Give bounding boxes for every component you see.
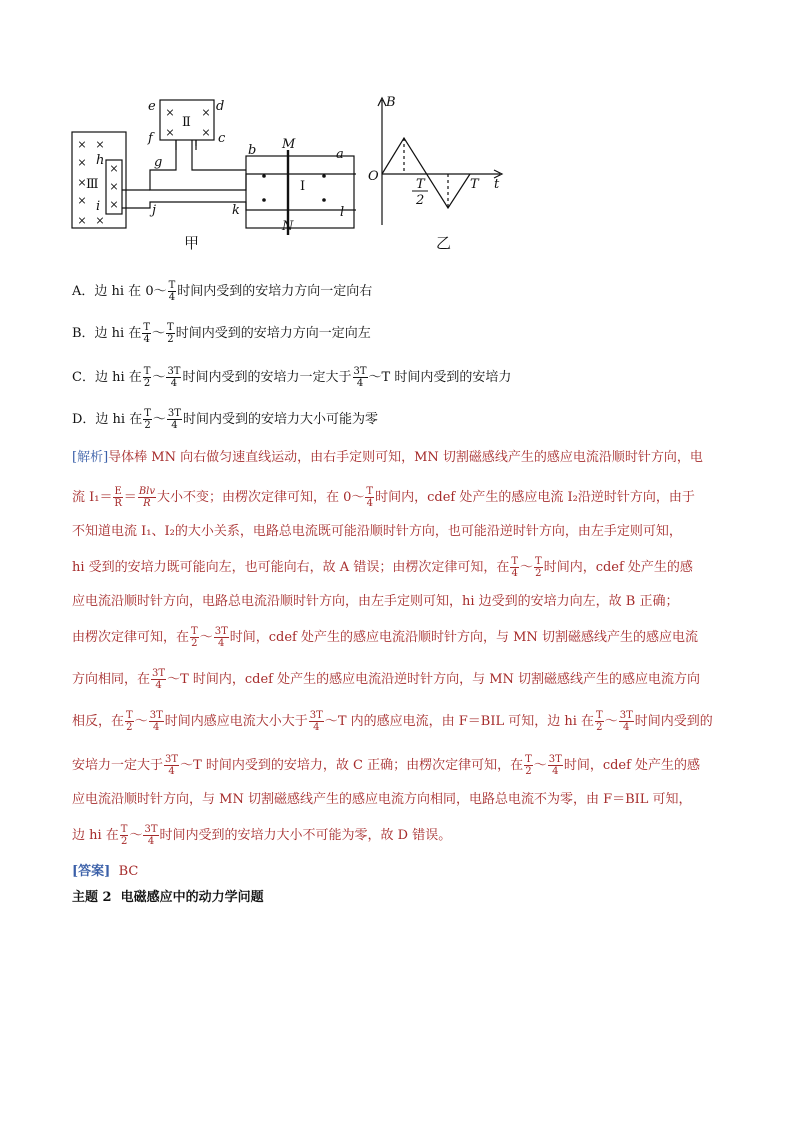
svg-text:×: ×	[165, 126, 175, 139]
svg-text:×: ×	[165, 106, 175, 119]
tick-label-t2-num: T	[416, 177, 425, 192]
label-k: k	[232, 203, 240, 218]
option-b: B．边 hi 在 $\frac{T}{4}$ ～ $\frac{T}{2}$ 时间内受到的安培力方向一定向左	[72, 322, 371, 345]
svg-text:×: ×	[95, 214, 105, 227]
label-i: i	[96, 199, 101, 214]
svg-text:×: ×	[109, 162, 119, 175]
label-e: e	[148, 99, 156, 114]
analysis-line-11: 边 hi 在 $\frac{T}{2}$ ～ $\frac{3T}{4}$ 时间内受到的安培力大小不可能为零，故 D 错误。	[72, 824, 452, 847]
svg-text:×: ×	[109, 198, 119, 211]
analysis-line-2: 流 I₁＝ $\frac{E}{R}$ ＝ $\frac{\text{Blv}}{R}$ 大小不变；由楞次定律可知，在 0～ $\frac{T}{4}$ 时间内，cdef 处产生的感应电流 I₂沿逆时针方向，由于	[72, 486, 695, 509]
circuit-diagram	[66, 90, 366, 255]
option-c: C．边 hi 在 $\frac{T}{2}$ ～ $\frac{3T}{4}$ 时间内受到的安培力一定大于 $\frac{3T}{4}$ ～T 时间内受到的安培力	[72, 366, 512, 389]
label-region-iii: Ⅲ	[86, 177, 99, 192]
svg-text:×: ×	[77, 138, 87, 151]
label-b: b	[248, 143, 257, 158]
figure-caption-a: 甲	[184, 234, 200, 252]
tick-label-t2-den: 2	[416, 193, 425, 208]
label-h: h	[96, 153, 105, 168]
axis-label-t: t	[494, 177, 500, 192]
svg-text:×: ×	[109, 180, 119, 193]
label-d: d	[216, 99, 225, 114]
analysis-line-5: 应电流沿顺时针方向，电路总电流沿顺时针方向，由左手定则可知，hi 边受到的安培力向左，故 B 正确；	[72, 594, 679, 609]
label-f: f	[148, 131, 153, 146]
option-d: D．边 hi 在 $\frac{T}{2}$ ～ $\frac{3T}{4}$ 时间内受到的安培力大小可能为零	[72, 408, 378, 431]
answer-line: [答案] BC	[72, 864, 139, 879]
label-g: g	[154, 155, 163, 170]
svg-text:×: ×	[201, 106, 211, 119]
label-c: c	[218, 131, 226, 146]
svg-text:×: ×	[77, 176, 87, 189]
analysis-line-6: 由楞次定律可知，在 $\frac{T}{2}$ ～ $\frac{3T}{4}$ 时间，cdef 处产生的感应电流沿顺时针方向，与 MN 切割磁感线产生的感应电流	[72, 626, 698, 649]
svg-text:×: ×	[77, 194, 87, 207]
svg-text:×: ×	[77, 156, 87, 169]
svg-text:×: ×	[95, 138, 105, 151]
analysis-line-3: 不知道电流 I₁、I₂的大小关系，电路总电流既可能沿顺时针方向，也可能沿逆时针方向，由左手定则可知，	[72, 524, 682, 539]
label-a: a	[336, 147, 344, 162]
analysis-line-1: [解析]导体棒 MN 向右做匀速直线运动，由右手定则可知，MN 切割磁感线产生的感应电流沿顺时针方向，电	[72, 450, 703, 465]
analysis-line-9: 安培力一定大于 $\frac{3T}{4}$ ～T 时间内受到的安培力，故 C 正确；由楞次定律可知，在 $\frac{T}{2}$ ～ $\frac{3T}{4}$ 时间，cdef 处产生的感	[72, 754, 701, 777]
label-l: l	[340, 205, 345, 220]
svg-text:×: ×	[201, 126, 211, 139]
origin-label: O	[368, 169, 379, 184]
topic-heading: 主题 2 电磁感应中的动力学问题	[72, 890, 264, 905]
label-n: N	[282, 219, 294, 234]
analysis-line-8: 相反，在 $\frac{T}{2}$ ～ $\frac{3T}{4}$ 时间内感应电流大小大于 $\frac{3T}{4}$ ～T 内的感应电流，由 F＝BIL 可知，边 hi 在 $\frac{T}{2}$ ～ $\frac{3T}{4}$ 时间内受到的	[72, 710, 713, 733]
label-region-ii: Ⅱ	[182, 115, 191, 130]
option-a: A．边 hi 在 0～ $\frac{T}{4}$ 时间内受到的安培力方向一定向右	[72, 280, 373, 303]
svg-text:×: ×	[77, 214, 87, 227]
figure-caption-b: 乙	[436, 234, 452, 252]
analysis-line-4: hi 受到的安培力既可能向左，也可能向右，故 A 错误；由楞次定律可知，在 $\frac{T}{4}$ ～ $\frac{T}{2}$ 时间内，cdef 处产生的感	[72, 556, 693, 579]
b-t-graph	[362, 90, 512, 255]
label-m: M	[282, 137, 296, 152]
label-j: j	[152, 203, 157, 218]
tick-label-t: T	[470, 177, 479, 192]
axis-label-b: B	[386, 95, 396, 110]
label-region-i: Ⅰ	[300, 179, 306, 194]
analysis-line-7: 方向相同，在 $\frac{3T}{4}$ ～T 时间内，cdef 处产生的感应电流沿逆时针方向，与 MN 切割磁感线产生的感应电流方向	[72, 668, 701, 691]
analysis-line-10: 应电流沿顺时针方向，与 MN 切割磁感线产生的感应电流方向相同，电路总电流不为零，由 F＝BIL 可知，	[72, 792, 692, 807]
